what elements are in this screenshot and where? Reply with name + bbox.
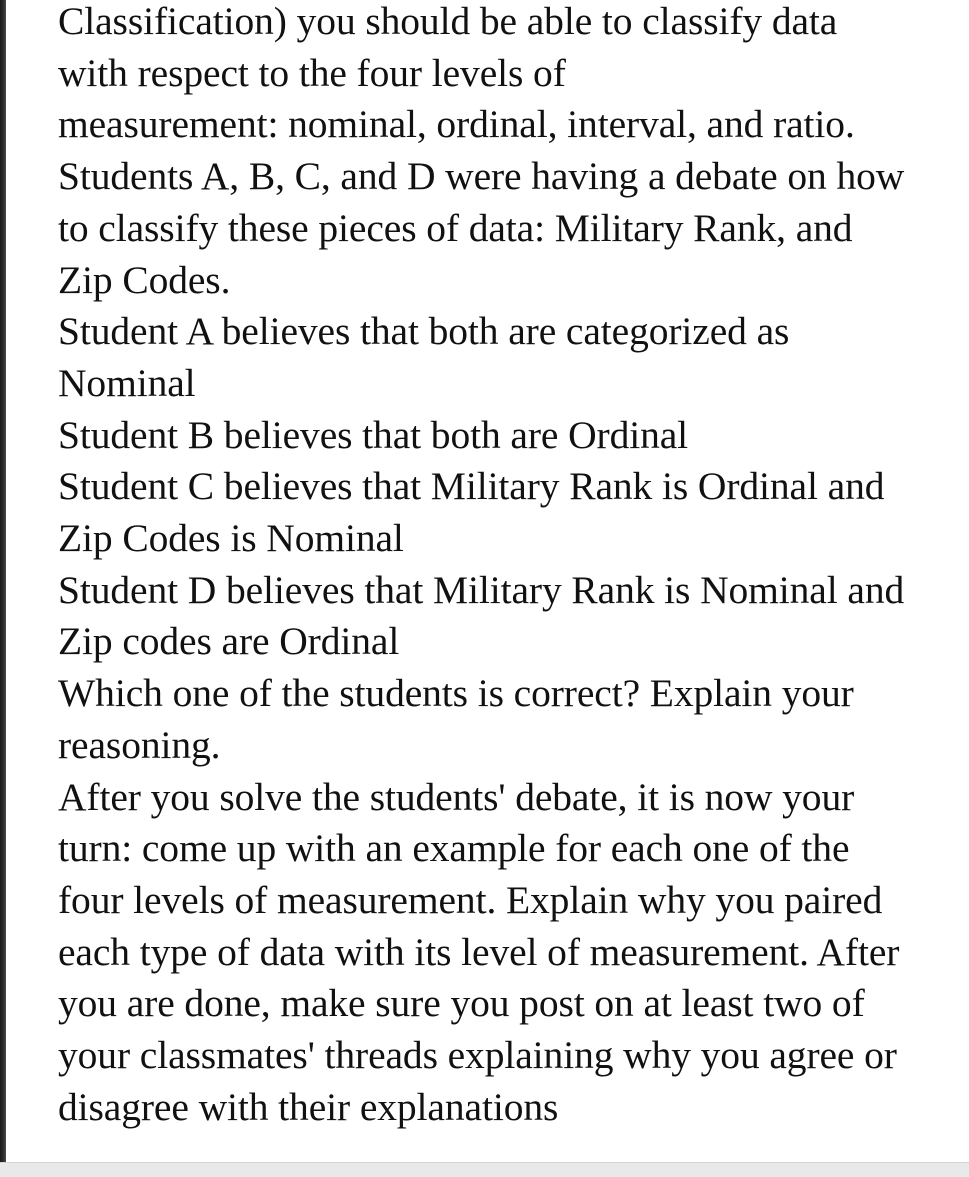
left-edge-shadow	[0, 0, 6, 1176]
prompt-text	[58, 0, 963, 1133]
text-line: Students A, B, C, and D were having a debate on how	[58, 154, 905, 199]
text-line: with respect to the four levels of	[58, 50, 566, 95]
text-line: your classmates' threads explaining why you agree or	[58, 1033, 897, 1078]
text-line: Which one of the students is correct? Explain your	[58, 671, 854, 716]
text-line: reasoning.	[58, 722, 221, 767]
text-line: Classification) you should be able to classify data	[58, 0, 838, 43]
text-line: four levels of measurement. Explain why you paired	[58, 877, 883, 922]
text-line: Student C believes that Military Rank is Ordinal and	[58, 464, 885, 509]
text-line: to classify these pieces of data: Military Rank, and	[58, 205, 853, 250]
text-line: After you solve the students' debate, it is now your	[58, 774, 855, 819]
text-line: turn: come up with an example for each one of the	[58, 826, 850, 871]
text-line: Student B believes that both are Ordinal	[58, 412, 689, 457]
text-line: Zip Codes is Nominal	[58, 516, 404, 561]
text-line: Zip codes are Ordinal	[58, 619, 400, 664]
text-line: Zip Codes.	[58, 257, 231, 302]
text-line: Student D believes that Military Rank is Nominal and	[58, 567, 905, 612]
text-line: Student A believes that both are categorized as	[58, 309, 790, 354]
text-line: measurement: nominal, ordinal, interval, and ratio.	[58, 102, 855, 147]
text-line: disagree with their explanations	[58, 1084, 559, 1129]
text-line: each type of data with its level of measurement. After	[58, 929, 900, 974]
text-line: you are done, make sure you post on at least two of	[58, 981, 865, 1026]
bottom-toolbar-strip	[0, 1162, 969, 1177]
text-line: Nominal	[58, 360, 196, 405]
